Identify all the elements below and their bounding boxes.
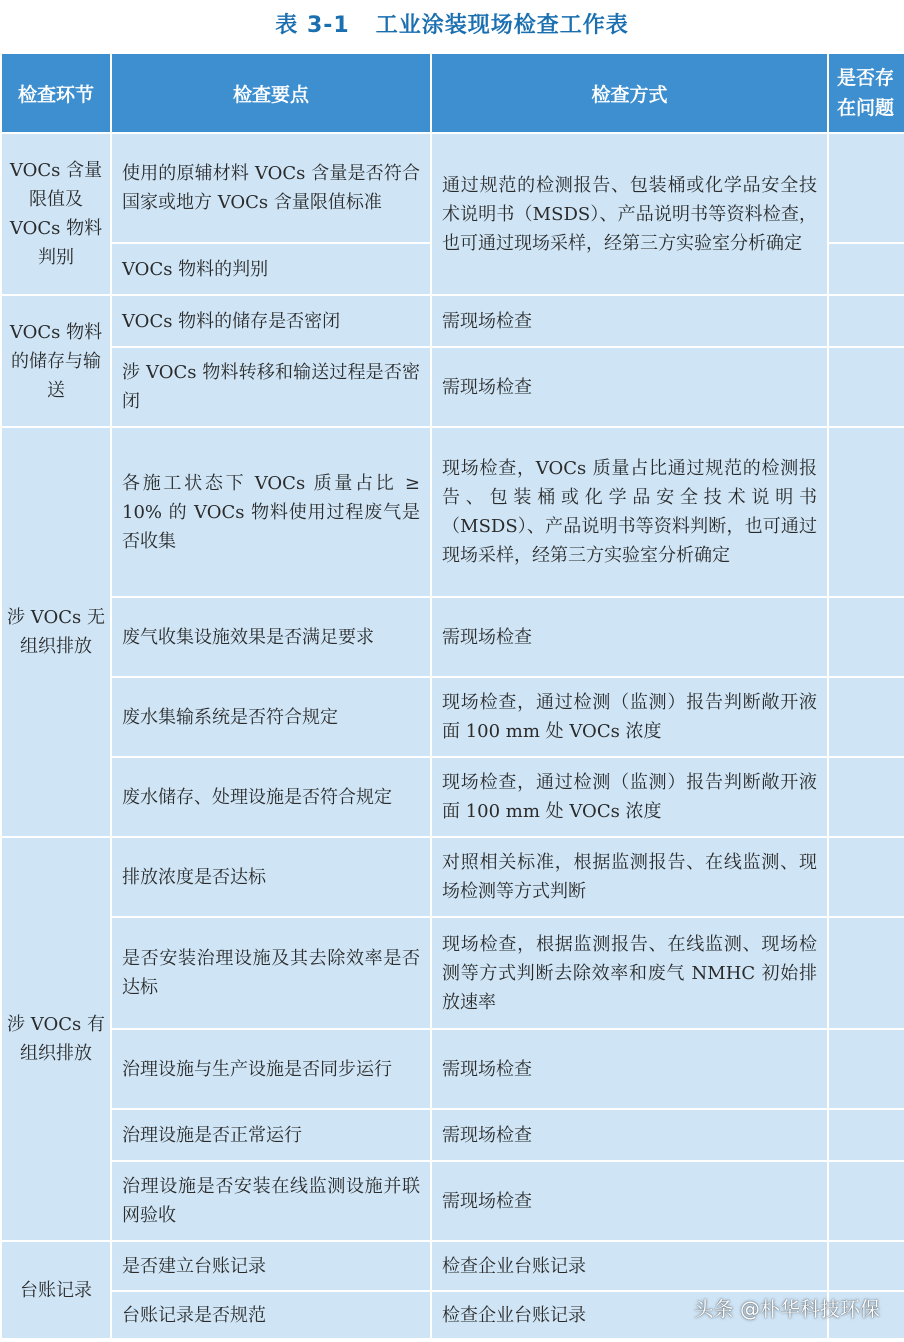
check-point: 使用的原辅材料 VOCs 含量是否符合国家或地方 VOCs 含量限值标准 [111, 133, 431, 243]
section-name: 涉 VOCs 有组织排放 [1, 837, 111, 1241]
check-point: 是否安装治理设施及其去除效率是否达标 [111, 917, 431, 1029]
table-title [0, 0, 904, 52]
problem-cell[interactable] [828, 295, 904, 347]
problem-cell[interactable] [828, 597, 904, 677]
table-row [1, 1241, 904, 1291]
table-row [1, 757, 904, 837]
check-point: 排放浓度是否达标 [111, 837, 431, 917]
table-number: 表 3-1 [275, 13, 350, 38]
table-row [1, 133, 904, 243]
check-method: 检查企业台账记录 [431, 1291, 828, 1339]
watermark: 头条 @朴华科技环保 [693, 1297, 880, 1321]
check-method: 检查企业台账记录 [431, 1241, 828, 1291]
inspection-table [0, 52, 904, 1340]
check-method: 对照相关标准，根据监测报告、在线监测、现场检测等方式判断 [431, 837, 828, 917]
header-stage: 检查环节 [1, 53, 111, 133]
problem-cell[interactable] [828, 917, 904, 1029]
header-point: 检查要点 [111, 53, 431, 133]
section-name: 台账记录 [1, 1241, 111, 1339]
problem-cell[interactable] [828, 133, 904, 243]
problem-cell[interactable] [828, 427, 904, 597]
table-row [1, 427, 904, 597]
problem-cell[interactable] [828, 1161, 904, 1241]
check-method: 通过规范的检测报告、包装桶或化学品安全技术说明书（MSDS）、产品说明书等资料检查，也可通过现场采样，经第三方实验室分析确定 [431, 133, 828, 295]
header-row [1, 53, 904, 133]
check-method: 需现场检查 [431, 347, 828, 427]
problem-cell[interactable] [828, 243, 904, 295]
problem-cell[interactable] [828, 1109, 904, 1161]
check-method: 需现场检查 [431, 1161, 828, 1241]
header-method: 检查方式 [431, 53, 828, 133]
check-point: 治理设施与生产设施是否同步运行 [111, 1029, 431, 1109]
table-row [1, 295, 904, 347]
check-method: 现场检查，VOCs 质量占比通过规范的检测报告、包装桶或化学品安全技术说明书（MSDS）、产品说明书等资料判断，也可通过现场采样，经第三方实验室分析确定 [431, 427, 828, 597]
check-method: 现场检查，根据监测报告、在线监测、现场检测等方式判断去除效率和废气 NMHC 初始排放速率 [431, 917, 828, 1029]
check-point: 涉 VOCs 物料转移和输送过程是否密闭 [111, 347, 431, 427]
table-title-text: 工业涂装现场检查工作表 [375, 13, 629, 38]
table-row [1, 677, 904, 757]
check-method: 需现场检查 [431, 295, 828, 347]
check-point: 台账记录是否规范 [111, 1291, 431, 1339]
problem-cell[interactable] [828, 1241, 904, 1291]
section-name: VOCs 物料的储存与输送 [1, 295, 111, 427]
check-point: 废水集输系统是否符合规定 [111, 677, 431, 757]
problem-cell[interactable] [828, 837, 904, 917]
section-name: VOCs 含量限值及 VOCs 物料判别 [1, 133, 111, 295]
check-point: 各施工状态下 VOCs 质量占比 ≥ 10% 的 VOCs 物料使用过程废气是否收集 [111, 427, 431, 597]
check-method: 需现场检查 [431, 1029, 828, 1109]
table-row [1, 837, 904, 917]
section-name: 涉 VOCs 无组织排放 [1, 427, 111, 837]
table-row [1, 1029, 904, 1109]
check-point: 治理设施是否正常运行 [111, 1109, 431, 1161]
check-point: 废水储存、处理设施是否符合规定 [111, 757, 431, 837]
check-method: 需现场检查 [431, 1109, 828, 1161]
problem-cell[interactable] [828, 677, 904, 757]
table-row [1, 1161, 904, 1241]
problem-cell[interactable] [828, 757, 904, 837]
header-problem: 是否存在问题 [828, 53, 904, 133]
check-point: 治理设施是否安装在线监测设施并联网验收 [111, 1161, 431, 1241]
check-point: VOCs 物料的判别 [111, 243, 431, 295]
check-point: 废气收集设施效果是否满足要求 [111, 597, 431, 677]
problem-cell[interactable] [828, 1029, 904, 1109]
check-point: VOCs 物料的储存是否密闭 [111, 295, 431, 347]
table-row [1, 1109, 904, 1161]
problem-cell[interactable] [828, 347, 904, 427]
check-method: 需现场检查 [431, 597, 828, 677]
check-method: 现场检查，通过检测（监测）报告判断敞开液面 100 mm 处 VOCs 浓度 [431, 757, 828, 837]
table-row [1, 347, 904, 427]
check-point: 是否建立台账记录 [111, 1241, 431, 1291]
table-row [1, 597, 904, 677]
check-method: 现场检查，通过检测（监测）报告判断敞开液面 100 mm 处 VOCs 浓度 [431, 677, 828, 757]
table-row [1, 917, 904, 1029]
